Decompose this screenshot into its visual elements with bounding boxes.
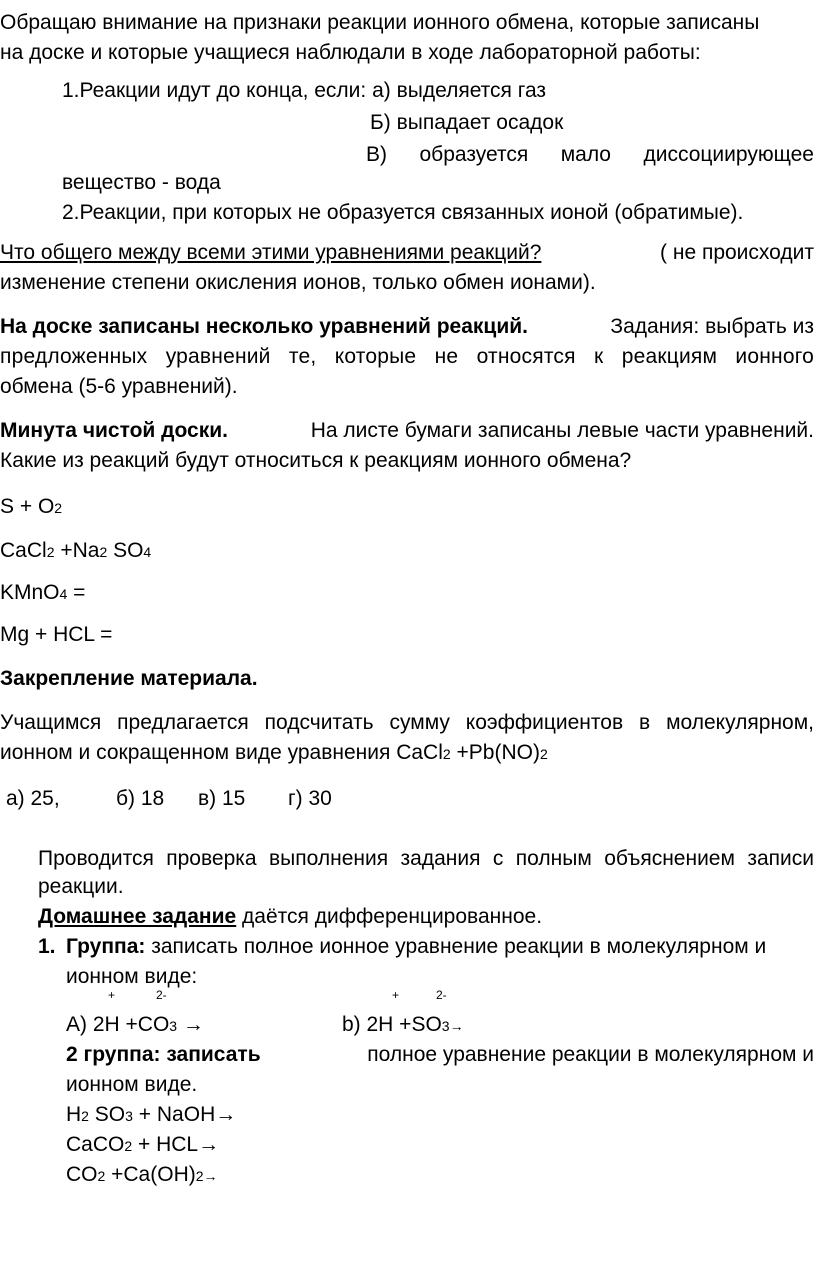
group2-bold: 2 группа: записать bbox=[66, 1043, 261, 1066]
sign-item-1c bbox=[366, 140, 814, 170]
equation-2 bbox=[0, 536, 151, 567]
sign-item-1c-cont: вещество - вода bbox=[62, 171, 221, 194]
minute-line-2: Какие из реакций будут относиться к реакциям ионного обмена? bbox=[0, 449, 632, 472]
equation-3 bbox=[0, 578, 85, 609]
answer-v: в) 15 bbox=[198, 787, 246, 810]
sign-item-1: 1.Реакции идут до конца, если: а) выделяется газ bbox=[62, 79, 547, 102]
subscript: 4 bbox=[143, 544, 152, 560]
subscript: 2 bbox=[46, 544, 55, 560]
consolidation-line-1-text: Учащимся предлагается подсчитать сумму коэффициентов в молекулярном, bbox=[0, 711, 814, 734]
hw-reaction-2-part: CaCO bbox=[66, 1133, 125, 1156]
answer-g: г) 30 bbox=[288, 787, 332, 810]
check-line-1 bbox=[38, 844, 814, 874]
arrow-icon: → bbox=[203, 1168, 218, 1184]
hw-reaction-3-part: +Ca(OH) bbox=[105, 1163, 196, 1186]
board-line-1 bbox=[0, 312, 814, 342]
sign-item-2: 2.Реакции, при которых не образуется связанных ионой (обратимые). bbox=[62, 201, 744, 224]
intro-line-2: на доске и которые учащиеся наблюдали в ходе лабораторной работы: bbox=[0, 41, 701, 64]
board-rest: Задания: выбрать из bbox=[610, 315, 814, 338]
hw-reaction-1-part: + NaOH→ bbox=[132, 1103, 237, 1126]
equation-1-text: S + O bbox=[0, 495, 55, 518]
group1-line-2: ионном виде: bbox=[66, 965, 198, 988]
hw-reaction-2-part: + HCL→ bbox=[132, 1133, 220, 1156]
equation-4: Mg + HCL = bbox=[0, 623, 113, 646]
charge-minus-b: 2- bbox=[436, 988, 447, 1002]
group2-line-2: ионном виде. bbox=[66, 1073, 198, 1096]
group2-line-1 bbox=[66, 1040, 814, 1070]
equation-2-part: CaCl bbox=[0, 539, 47, 562]
board-line-2-text: предложенных уравнений те, которые не относятся к реакциям ионного bbox=[0, 345, 814, 368]
group1-number: 1. bbox=[38, 935, 56, 958]
question-line-2: изменение степени окисления ионов, только обмен ионами). bbox=[0, 271, 596, 294]
subscript: 2 bbox=[99, 544, 108, 560]
subscript: 2 bbox=[97, 1168, 106, 1184]
question-rest: ( не происходит bbox=[660, 241, 814, 264]
homework-rest: даётся дифференцированное. bbox=[236, 905, 543, 928]
equation-2-part: SO bbox=[107, 539, 144, 562]
charge-plus-b: + bbox=[392, 988, 400, 1002]
subscript: 2 bbox=[442, 746, 451, 762]
check-line-1-text: Проводится проверка выполнения задания с полным объяснением записи bbox=[38, 847, 814, 870]
question-line-1 bbox=[0, 238, 814, 268]
consolidation-line-1 bbox=[0, 708, 814, 738]
hw-reaction-1-part: H bbox=[66, 1103, 82, 1126]
subscript: 3 bbox=[169, 1018, 178, 1034]
homework-bold: Домашнее задание bbox=[38, 905, 237, 928]
board-bold: На доске записаны несколько уравнений реакций. bbox=[0, 315, 528, 338]
equation-3-part: = bbox=[67, 581, 86, 604]
reaction-b bbox=[342, 1010, 464, 1041]
charge-plus-a: + bbox=[108, 988, 116, 1002]
subscript: 2 bbox=[54, 500, 63, 516]
answer-b: б) 18 bbox=[116, 787, 165, 810]
minute-line-1 bbox=[0, 416, 814, 446]
equation-3-part: KMnO bbox=[0, 581, 60, 604]
minute-bold: Минута чистой доски. bbox=[0, 419, 228, 442]
group1-rest: записать полное ионное уравнение реакции в молекулярном и bbox=[145, 935, 767, 958]
homework-line bbox=[38, 902, 542, 932]
consolidation-line-2-text: ионном и сокращенном виде уравнения CaCl bbox=[0, 741, 443, 764]
consolidation-line-2 bbox=[0, 738, 548, 769]
reaction-a-arrow: → bbox=[177, 1013, 204, 1036]
consolidation-title: Закрепление материала. bbox=[0, 667, 258, 690]
hw-reaction-2 bbox=[66, 1130, 219, 1161]
reaction-a-part: А) 2Н +CO bbox=[66, 1013, 170, 1036]
board-line-2 bbox=[0, 342, 814, 372]
subscript: 2 bbox=[539, 746, 548, 762]
question-underlined: Что общего между всеми этими уравнениями реакций? bbox=[0, 241, 542, 264]
subscript: 2 bbox=[124, 1138, 133, 1154]
subscript: 2 bbox=[195, 1168, 204, 1184]
subscript: 3 bbox=[125, 1108, 133, 1124]
reaction-a bbox=[66, 1010, 204, 1041]
equation-2-part: +Na bbox=[54, 539, 100, 562]
subscript: 2 bbox=[81, 1108, 89, 1124]
subscript: 4 bbox=[59, 586, 68, 602]
reaction-b-part: b) 2H +SO bbox=[342, 1013, 442, 1036]
sign-item-1c-word: образуется bbox=[419, 143, 529, 166]
group1-bold: Группа: bbox=[66, 935, 146, 958]
arrow-icon: → bbox=[449, 1018, 464, 1034]
minute-rest: На листе бумаги записаны левые части уравнений. bbox=[310, 419, 814, 442]
board-line-3: обмена (5-6 уравнений). bbox=[0, 375, 238, 398]
subscript: 3 bbox=[441, 1018, 450, 1034]
hw-reaction-1-part: SO bbox=[88, 1103, 126, 1126]
hw-reaction-1 bbox=[66, 1100, 236, 1131]
group1-line-1 bbox=[66, 932, 766, 962]
answer-a: а) 25, bbox=[6, 787, 60, 810]
equation-1 bbox=[0, 492, 62, 523]
charge-minus-a: 2- bbox=[156, 988, 167, 1002]
group2-rest: полное уравнение реакции в молекулярном и bbox=[367, 1043, 814, 1066]
sign-item-1c-word: мало bbox=[560, 143, 611, 166]
sign-item-1c-word: диссоциирующее bbox=[643, 143, 814, 166]
check-line-2: реакции. bbox=[38, 875, 124, 898]
hw-reaction-3 bbox=[66, 1160, 218, 1191]
intro-line-1: Обращаю внимание на признаки реакции ионного обмена, которые записаны bbox=[0, 11, 760, 34]
hw-reaction-3-part: CO bbox=[66, 1163, 98, 1186]
sign-item-1c-word: В) bbox=[366, 143, 387, 166]
consolidation-line-2-text: +Pb(NO) bbox=[450, 741, 540, 764]
sign-item-1b: Б) выпадает осадок bbox=[370, 111, 564, 134]
